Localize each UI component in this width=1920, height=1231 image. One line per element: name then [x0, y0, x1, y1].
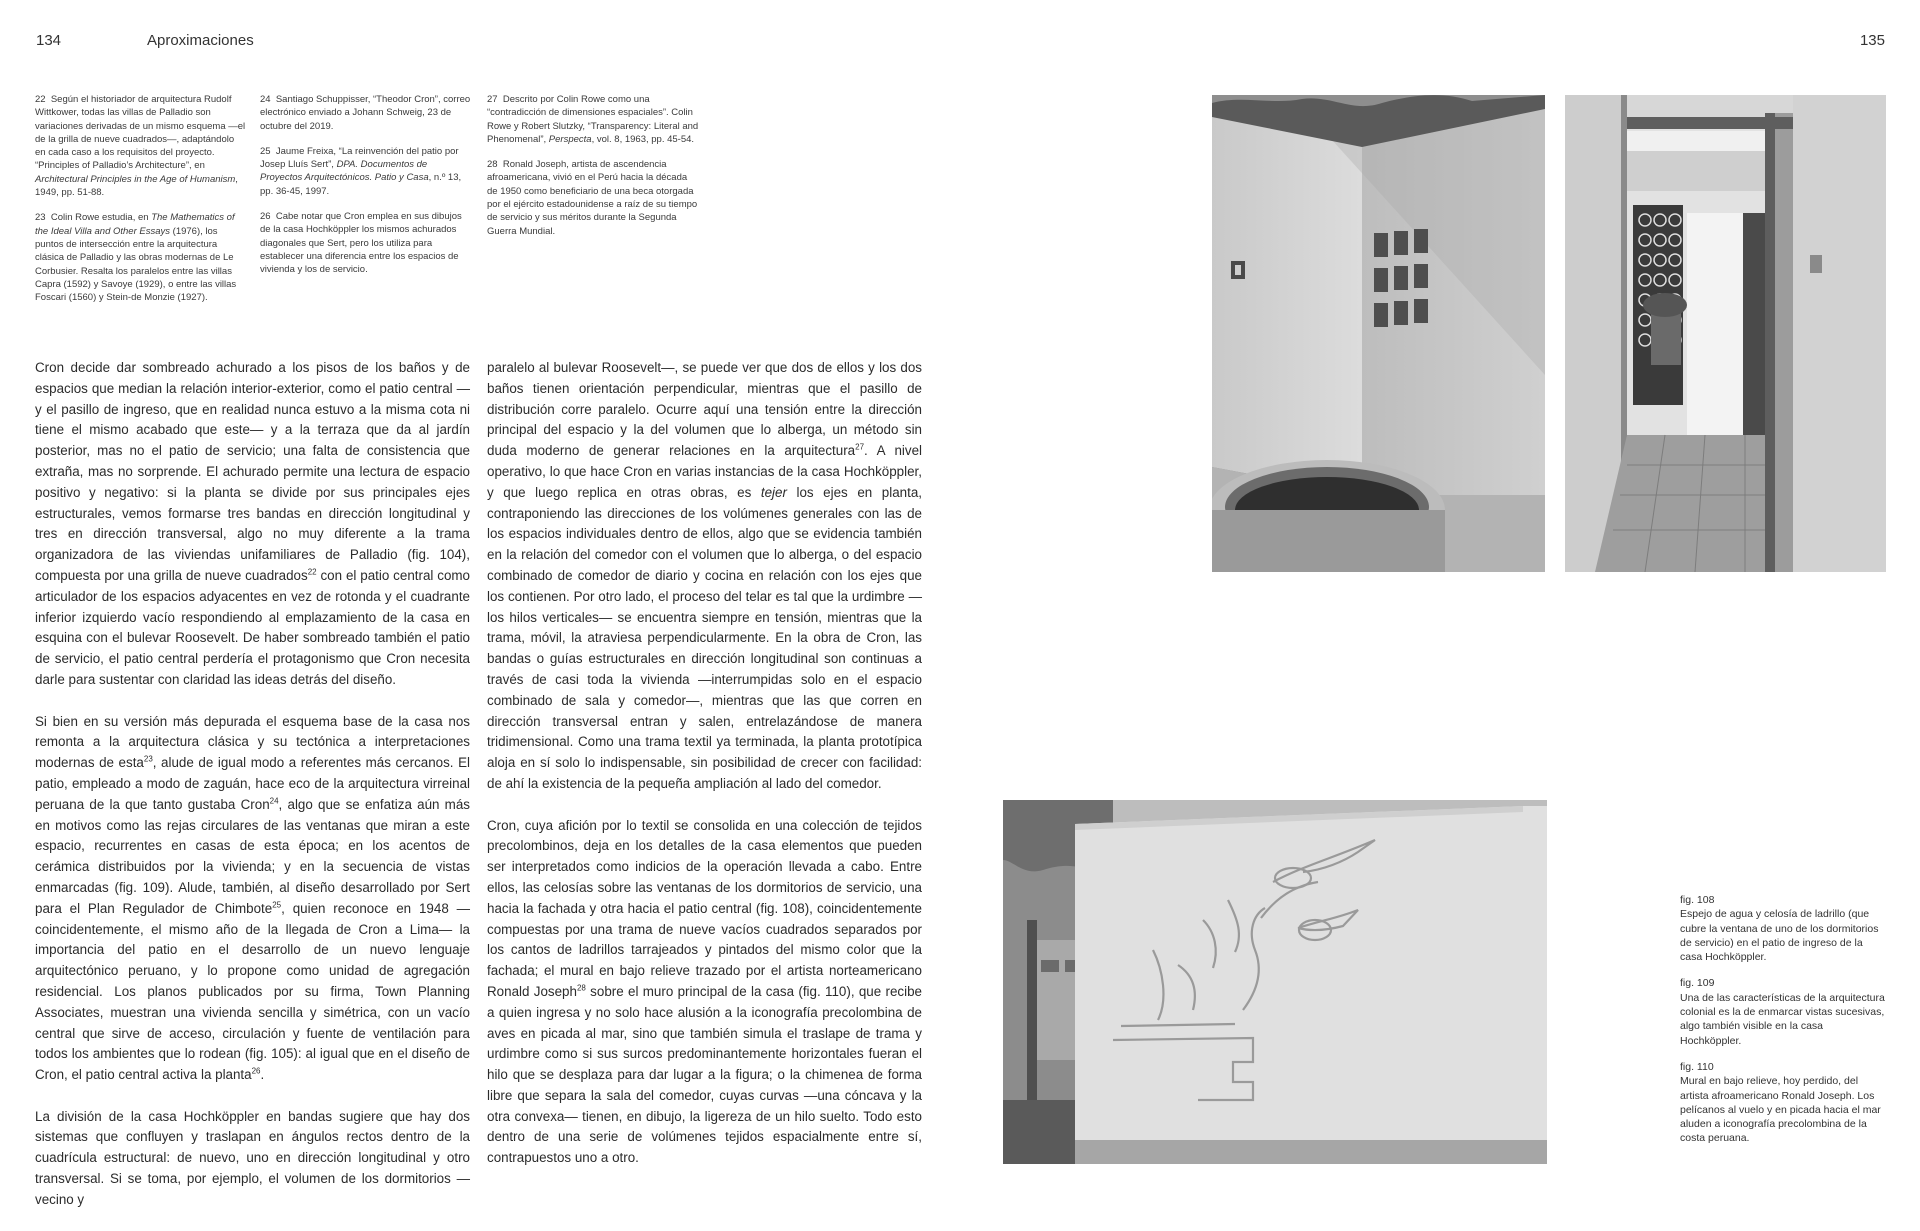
right-page-number: 135: [1859, 32, 1885, 49]
body-paragraph: paralelo al bulevar Roosevelt—, se puede ver que dos de ellos y los dos baños tienen orientación perpendicular, mientras que el pasillo de distribución corre paralelo. Ocurre aquí una tensión entre la dirección principal del espacio y la del volumen que lo alberga, un método sin duda moderno de generar relaciones en la arquitectura$^{27}$. A nivel operativo, lo que hace Cron en varias instancias de la casa Hochköppler, y que luego replica en otras obras, es tejer los ejes en planta, contraponiendo las direcciones de los volúmenes generales con las de los espacios individuales dentro de ellos, algo que se evidencia también en la relación del comedor con el volumen que lo alberga, o del espacio combinado de comedor de diario y cocina en relación con los ejes que los contienen. Por otro lado, el proceso del telar es tal que la urdimbre —los hilos verticales— se encuentra siempre en tensión, mientras que la trama, móvil, la atraviesa perpendicularmente. En la obra de Cron, las bandas o guías estructurales en dirección longitudinal son continuas a través de casi toda la vivienda —interrumpidas solo en el espacio combinado de sala y comedor—, mientras que las que corren en dirección transversal entran y salen, entrelazándose de manera tridimensional. Como una trama textil ya terminada, la planta prototípica aloja en sí solo lo indispensable, sin posibilidad de crecer con facilidad: de ahí la existencia de la pequeña ampliación al lado del comedor.: [487, 360, 923, 791]
body-paragraph: La división de la casa Hochköppler en bandas sugiere que hay dos sistemas que confluyen y traslapan en ángulos rectos dentro de la cuadrícula estructural: de nuevo, uno en dirección longitudinal y otro transversal. Si se toma, por ejemplo, el volumen de los dormitorios —vecino y: [35, 1108, 470, 1207]
caption-fig-109: [1680, 976, 1885, 1047]
footnote-28: 28 Ronald Joseph, artista de ascendencia afroamericana, vivió en el Perú hacia la década de 1950 como beneficiario de una beca otorgada por el ejército estadounidense a raíz de su tiempo de servicio y sus méritos durante la Segunda Guerra Mundial.: [487, 159, 698, 237]
figure-captions: [1680, 893, 1885, 1158]
body-column-right: [487, 358, 922, 1190]
caption-label: fig. 108: [1680, 894, 1715, 906]
footnote-25: 25 Jaume Freixa, “La reinvención del patio por Josep Lluís Sert”, DPA. Documentos de Proyectos Arquitectónicos. Patio y Casa, n.º 13, pp. 36-45, 1997.: [260, 145, 462, 197]
caption-label: fig. 110: [1680, 1060, 1714, 1073]
left-page-number: 134: [36, 32, 62, 49]
fig-110-photo: [1003, 800, 1547, 1164]
running-title: Aproximaciones: [147, 32, 254, 49]
footnote-24: 24 Santiago Schuppisser, “Theodor Cron”, correo electrónico enviado a Johann Schweig, 23 de octubre del 2019.: [260, 94, 471, 132]
footnotes-column-3: [487, 93, 699, 250]
footnotes-column-1: [35, 93, 247, 316]
caption-fig-108: [1680, 893, 1885, 964]
caption-text: Espejo de agua y celosía de ladrillo (que cubre la ventana de uno de los dormitorios de servicio) en el patio de ingreso de la casa Hochköppler.: [1680, 908, 1879, 964]
footnotes-column-2: [260, 93, 472, 289]
caption-text: Mural en bajo relieve, hoy perdido, del artista afroamericano Ronald Joseph. Los pelícanos al vuelo y en picada hacia el mar aluden a iconografía precolombina de la costa peruana.: [1680, 1075, 1881, 1145]
footnote-27: 27 Descrito por Colin Rowe como una “contradicción de dimensiones espaciales”. Colin Rowe y Robert Slutzky, “Transparency: Literal and Phenomenal”, Perspecta, vol. 8, 1963, pp. 45-54.: [487, 94, 699, 145]
footnote-23: 23 Colin Rowe estudia, en The Mathematics of the Ideal Villa and Other Essays (1976), los puntos de intersección entre la arquitectura clásica de Palladio y las obras modernas de Le Corbusier. Resalta los paralelos entre las villas Capra (1592) y Savoye (1929), o entre las villas Foscari (1560) y Stein-de Monzie (1927).: [35, 212, 237, 304]
fig-108-photo: [1212, 95, 1545, 572]
body-column-left: [35, 358, 470, 1231]
footnote-22: 22 Según el historiador de arquitectura Rudolf Wittkower, todas las villas de Palladio son variaciones derivadas de un mismo esquema —el de la grilla de nueve cuadrados—, adaptándolo en cada caso a los requisitos del proyecto. “Principles of Palladio’s Architecture”, en Architectural Principles in the Age of Humanism, 1949, pp. 51-88.: [35, 94, 246, 199]
fig-109-photo: [1565, 95, 1886, 572]
caption-fig-110: [1680, 1060, 1885, 1146]
body-paragraph: Cron decide dar sombreado achurado a los pisos de los baños y de espacios que median la relación interior-exterior, como el patio central —y el pasillo de ingreso, que en realidad nunca estuvo a la misma cota ni tiene el mismo acabado que este— y a la terraza que da al jardín posterior, mas no el patio de servicio; una falta de consistencia que extraña, mas no sorprende. El achurado permite una lectura de espacio positivo y negativo: si la planta se divide por sus principales ejes estructurales, vemos formarse tres bandas en dirección longitudinal y tres en dirección transversal, algo no muy diferente a la trama organizadora de las viviendas unifamiliares de Palladio (fig. 104), compuesta por una grilla de nueve cuadrados$^{22}$ con el patio central como articulador de los espacios adyacentes en vez de rotonda y el cuadrante inferior izquierdo vacío respondiendo al emplazamiento de la casa en esquina con el bulevar Roosevelt. De haber sombreado también el patio de servicio, el patio central perdería el protagonismo que Cron necesita darle para sustentar con claridad las ideas detrás del diseño.: [35, 360, 470, 687]
footnote-26: 26 Cabe notar que Cron emplea en sus dibujos de la casa Hochköppler los mismos achurados diagonales que Sert, pero los utiliza para establecer una diferencia entre los espacios de vivienda y los de servicio.: [260, 211, 462, 276]
caption-text: Una de las características de la arquitectura colonial es la de enmarcar vistas sucesivas, algo también visible en la casa Hochköppler.: [1680, 991, 1885, 1047]
caption-label: fig. 109: [1680, 977, 1715, 990]
body-paragraph: Cron, cuya afición por lo textil se consolida en una colección de tejidos precolombinos, deja en los detalles de la casa elementos que pueden ser interpretados como indicios de la operación llevada a cabo. Entre ellos, las celosías sobre las ventanas de los dormitorios de servicio, una hacia la fachada y otra hacia el patio central (fig. 108), coincidentemente compuestas por una trama de nueve vacíos cuadrados separados por los cantos de ladrillos tarrajeados y pintados del mismo color que la fachada; el mural en bajo relieve trazado por el artista norteamericano Ronald Joseph$^{28}$ sobre el muro principal de la casa (fig. 110), que recibe a quien ingresa y no solo hace alusión a la iconografía precolombina de aves en picada al mar, sino que también simula el traslape de trama y urdimbre como si sus surcos predominantemente horizontales fueran el hilo que se desplaza para dar lugar a la figura; o la chimenea de forma libre que separa la sala del comedor, cuyas curvas —una cóncava y la otra convexa— tienen, en dibujo, la ligereza de un hilo suelto. Todo esto dentro de una serie de volúmenes tejidos espacialmente entre sí, contrapuestos uno a otro.: [487, 817, 923, 1166]
body-paragraph: Si bien en su versión más depurada el esquema base de la casa nos remonta a la arquitectura clásica y su tectónica a interpretaciones modernas de esta$^{23}$, alude de igual modo a referentes más cercanos. El patio, empleado a modo de zaguán, hace eco de la arquitectura virreinal peruana de la que tanto gustaba Cron$^{24}$, algo que se enfatiza aún más en motivos como las rejas circulares de las ventanas que miran a este espacio, recurrentes en casas de esta época; en los acentos de cerámica distribuidos por la vivienda; y en la secuencia de vistas enmarcadas (fig. 109). Alude, también, al diseño desarrollado por Sert para el Plan Regulador de Chimbote$^{25}$, quien reconoce en 1948 —coincidentemente, el mismo año de la llegada de Cron a Lima— la importancia del patio en el desarrollo de un nuevo lenguaje arquitectónico peruano, y lo propone como unidad de agregación residencial. Los planos publicados por su firma, Town Planning Associates, muestran una vivienda sencilla y simétrica, con un vacío central que sirve de acceso, circulación y fuente de ventilación para todos los ambientes que lo rodean (fig. 105): al igual que en el diseño de Cron, el patio central activa la planta$^{26}$.: [35, 713, 470, 1083]
